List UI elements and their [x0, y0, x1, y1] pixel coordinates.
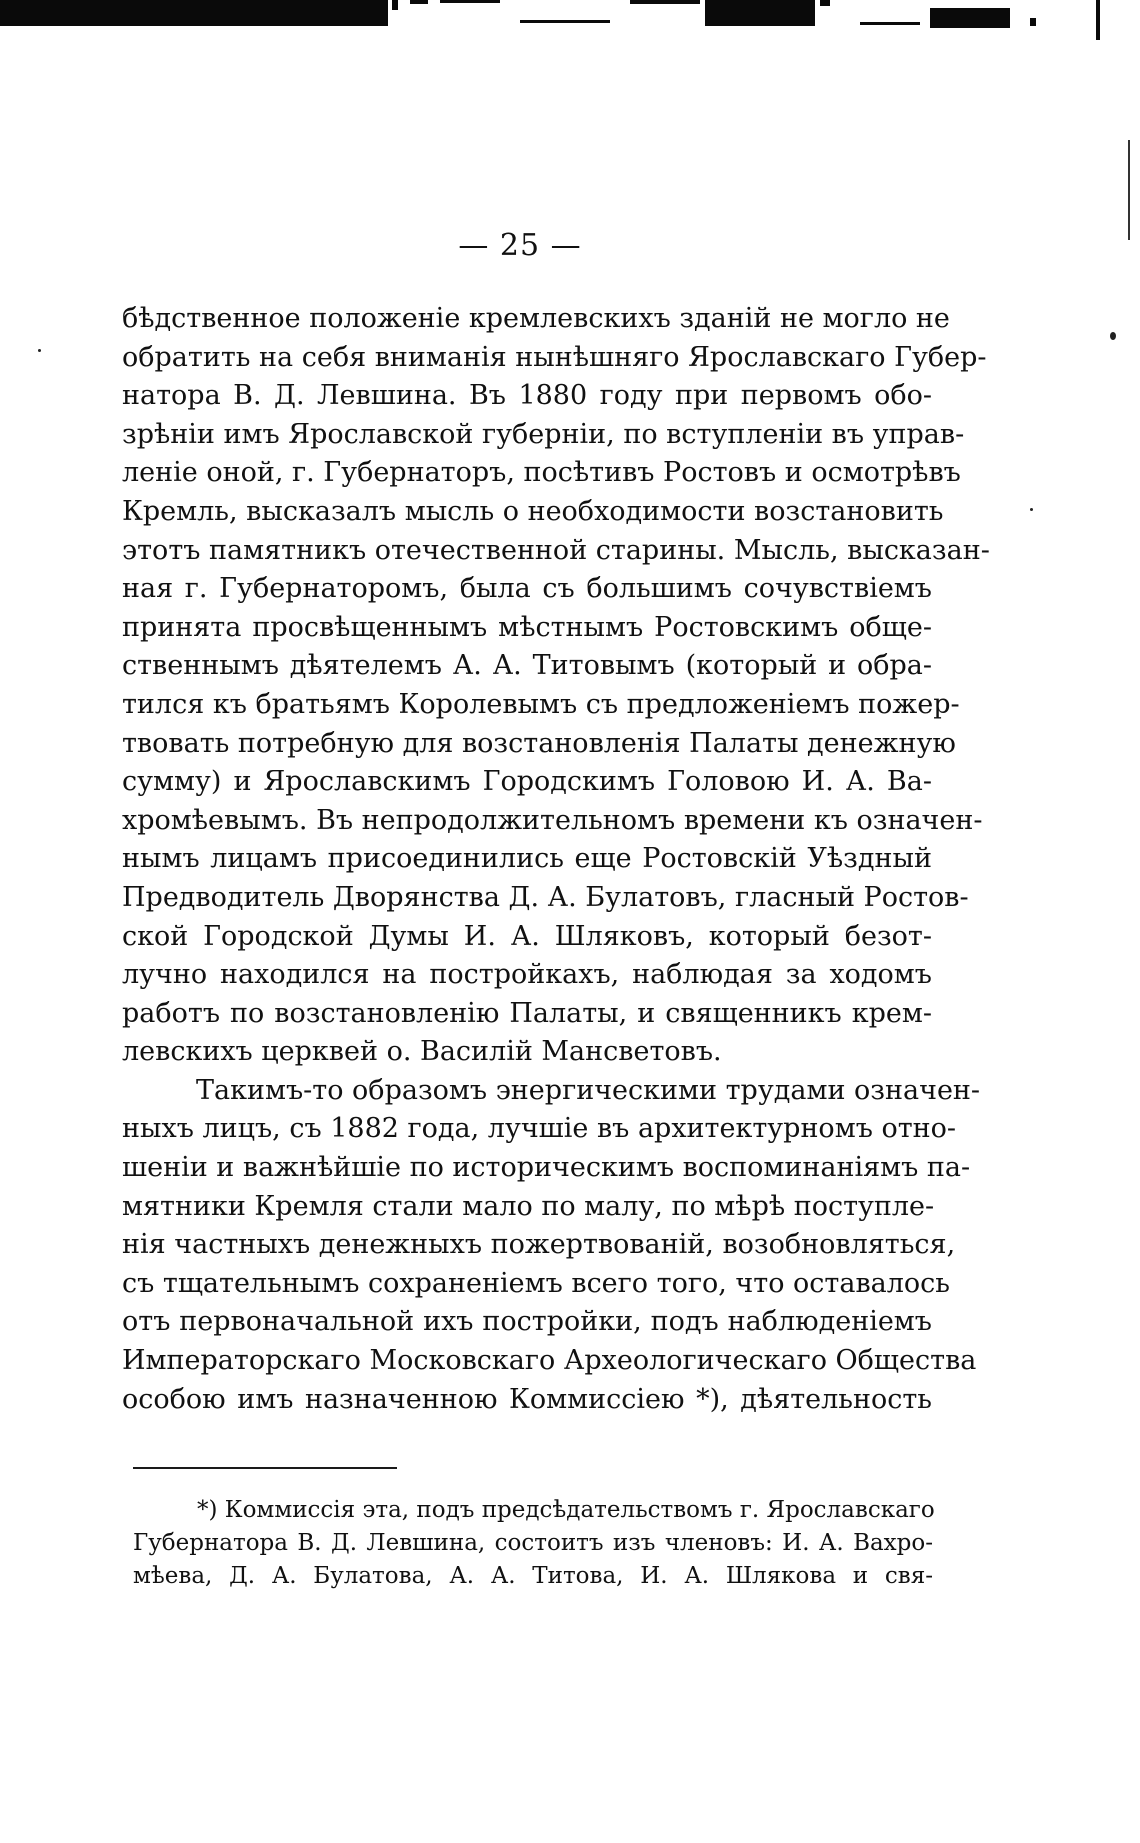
body-text	[122, 300, 990, 1419]
paragraph-2	[122, 1072, 981, 1419]
text-line: Кремль, высказалъ мысль о необходимости возстановить	[122, 495, 944, 527]
text-line: съ тщательнымъ сохраненіемъ всего того, что оставалось	[122, 1267, 950, 1299]
text-line: особою имъ назначенною Коммиссіею *), дѣятельность	[122, 1383, 932, 1415]
text-line: нія частныхъ денежныхъ пожертвованій, возобновляться,	[122, 1229, 956, 1261]
page-number: — 25 —	[458, 228, 582, 263]
footnote-line: Губернатора В. Д. Левшина, состоитъ изъ членовъ: И. А. Вахро-	[133, 1530, 933, 1556]
paragraph-1	[122, 300, 990, 1072]
footnote	[133, 1494, 933, 1593]
text-line: ственнымъ дѣятелемъ А. А. Титовымъ (который и обра-	[122, 650, 932, 682]
text-line: бѣдственное положеніе кремлевскихъ зданій не могло не	[122, 303, 950, 334]
text-line: лучно находился на постройкахъ, наблюдая за ходомъ	[122, 959, 932, 991]
text-line: мятники Кремля стали мало по малу, по мѣрѣ поступле-	[122, 1190, 935, 1222]
text-line: ныхъ лицъ, съ 1882 года, лучшіе въ архитектурномъ отно-	[122, 1113, 957, 1145]
text-line: хромѣевымъ. Въ непродолжительномъ времени къ означен-	[122, 804, 983, 836]
text-line: зрѣніи имъ Ярославской губерніи, по вступленіи въ управ-	[122, 418, 965, 450]
text-line: этотъ памятникъ отечественной старины. Мысль, высказан-	[122, 534, 990, 566]
text-line: обратить на себя вниманія нынѣшняго Ярославскаго Губер-	[122, 341, 987, 373]
text-line: Такимъ-то образомъ энергическими трудами означен-	[196, 1074, 981, 1106]
scan-speck	[1110, 332, 1116, 340]
footnote-line: мѣева, Д. А. Булатова, А. А. Титова, И. А. Шлякова и свя-	[133, 1563, 933, 1589]
text-line: леніе оной, г. Губернаторъ, посѣтивъ Ростовъ и осмотрѣвъ	[122, 457, 961, 489]
text-line: Императорскаго Московскаго Археологическаго Общества	[122, 1345, 977, 1377]
text-line: натора В. Д. Левшина. Въ 1880 году при первомъ обо-	[122, 380, 932, 412]
scan-edge-mark	[1128, 140, 1130, 240]
footnote-divider	[133, 1467, 397, 1469]
text-line: Предводитель Дворянства Д. А. Булатовъ, гласный Ростов-	[122, 881, 969, 913]
text-line: работъ по возстановленію Палаты, и священникъ крем-	[122, 997, 932, 1029]
text-line: отъ первоначальной ихъ постройки, подъ наблюденіемъ	[122, 1306, 932, 1338]
text-line: ная г. Губернаторомъ, была съ большимъ сочувствіемъ	[122, 573, 932, 605]
footnote-line: *) Коммиссія эта, подъ предсѣдательствомъ г. Ярославскаго	[197, 1497, 935, 1523]
text-line: левскихъ церквей о. Василій Мансветовъ.	[122, 1036, 722, 1068]
scan-top-border	[0, 0, 1140, 28]
scan-speck	[38, 349, 41, 352]
scan-speck	[1030, 508, 1033, 511]
text-line: шеніи и важнѣйшіе по историческимъ воспоминаніямъ па-	[122, 1152, 971, 1184]
text-line: твовать потребную для возстановленія Палаты денежную	[122, 727, 956, 759]
text-line: принята просвѣщеннымъ мѣстнымъ Ростовскимъ обще-	[122, 611, 932, 643]
text-line: нымъ лицамъ присоединились еще Ростовскій Уѣздный	[122, 843, 932, 875]
text-line: ской Городской Думы И. А. Шляковъ, который безот-	[122, 920, 932, 952]
text-line: сумму) и Ярославскимъ Городскимъ Головою И. А. Ва-	[122, 766, 932, 798]
text-line: тился къ братьямъ Королевымъ съ предложеніемъ пожер-	[122, 688, 960, 720]
